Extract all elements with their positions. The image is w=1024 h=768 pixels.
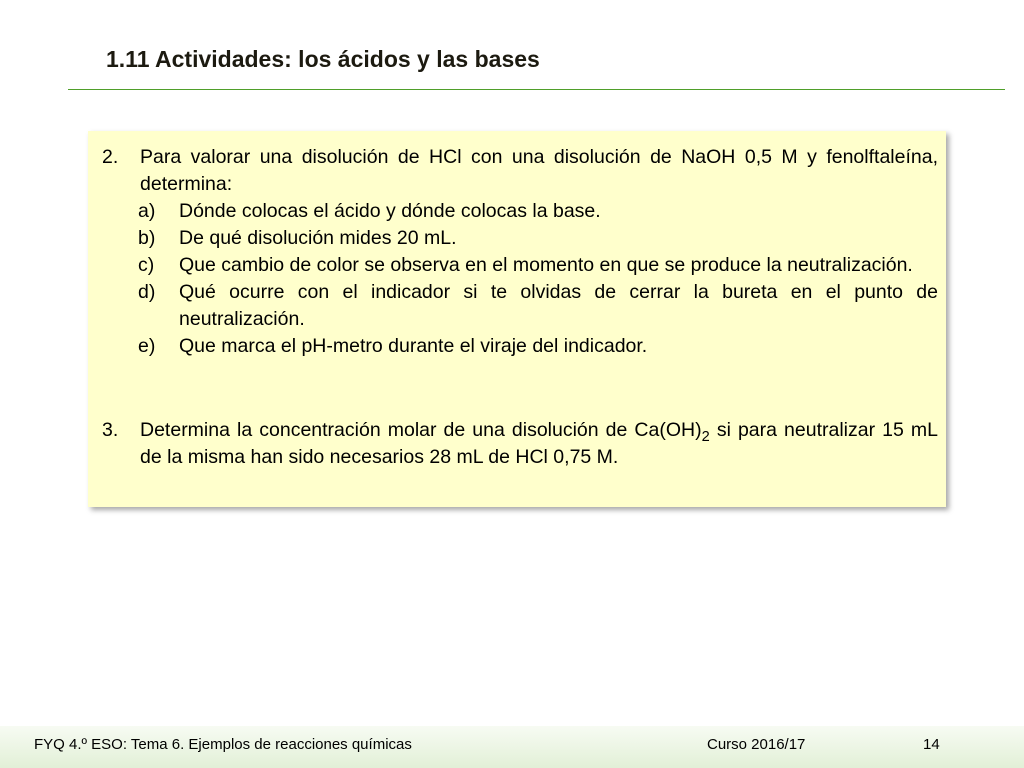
slide-title: 1.11 Actividades: los ácidos y las bases: [106, 46, 540, 72]
exercise-2-number: 2.: [102, 146, 119, 168]
subitem-text: Dónde colocas el ácido y dónde colocas la base.: [179, 200, 601, 222]
exercise-2-text: Para valorar una disolución de HCl con una disolución de NaOH 0,5 M y fenolftaleína, determina:: [140, 146, 938, 195]
subitem-text: De qué disolución mides 20 mL.: [179, 227, 457, 249]
subitem-letter: a): [138, 200, 156, 222]
footer-course: FYQ 4.º ESO: Tema 6. Ejemplos de reacciones químicas: [34, 736, 412, 753]
exercise-3-subscript: 2: [701, 429, 710, 446]
footer-year: Curso 2016/17: [707, 736, 806, 753]
subitem-d: [138, 279, 938, 333]
subitem-letter: c): [138, 254, 155, 276]
footer-page-number: 14: [923, 736, 940, 753]
subitem-a: [138, 198, 938, 225]
exercise-3: [102, 417, 938, 471]
subitem-text: Que cambio de color se observa en el momento en que se produce la neutralización.: [179, 254, 913, 276]
subitem-letter: b): [138, 227, 156, 249]
subitem-b: [138, 225, 938, 252]
exercise-3-number: 3.: [102, 419, 119, 441]
subitem-text: Qué ocurre con el indicador si te olvidas de cerrar la bureta en el punto de neutralización.: [179, 281, 938, 330]
subitem-letter: d): [138, 281, 156, 303]
subitem-text: Que marca el pH-metro durante el viraje del indicador.: [179, 335, 648, 357]
exercise-2-subitems: [138, 198, 938, 360]
exercise-3-text: [140, 417, 938, 471]
subitem-letter: e): [138, 335, 156, 357]
exercise-2: [102, 144, 938, 360]
subitem-c: [138, 252, 938, 279]
exercise-3-text-before: Determina la concentración molar de una disolución de Ca(OH): [140, 419, 702, 441]
exercise-3-text-after: si para neutralizar 15 mL de la misma han sido necesarios 28 mL de HCl 0,75 M.: [140, 419, 938, 468]
subitem-e: [138, 333, 938, 360]
title-divider: [68, 89, 1005, 90]
